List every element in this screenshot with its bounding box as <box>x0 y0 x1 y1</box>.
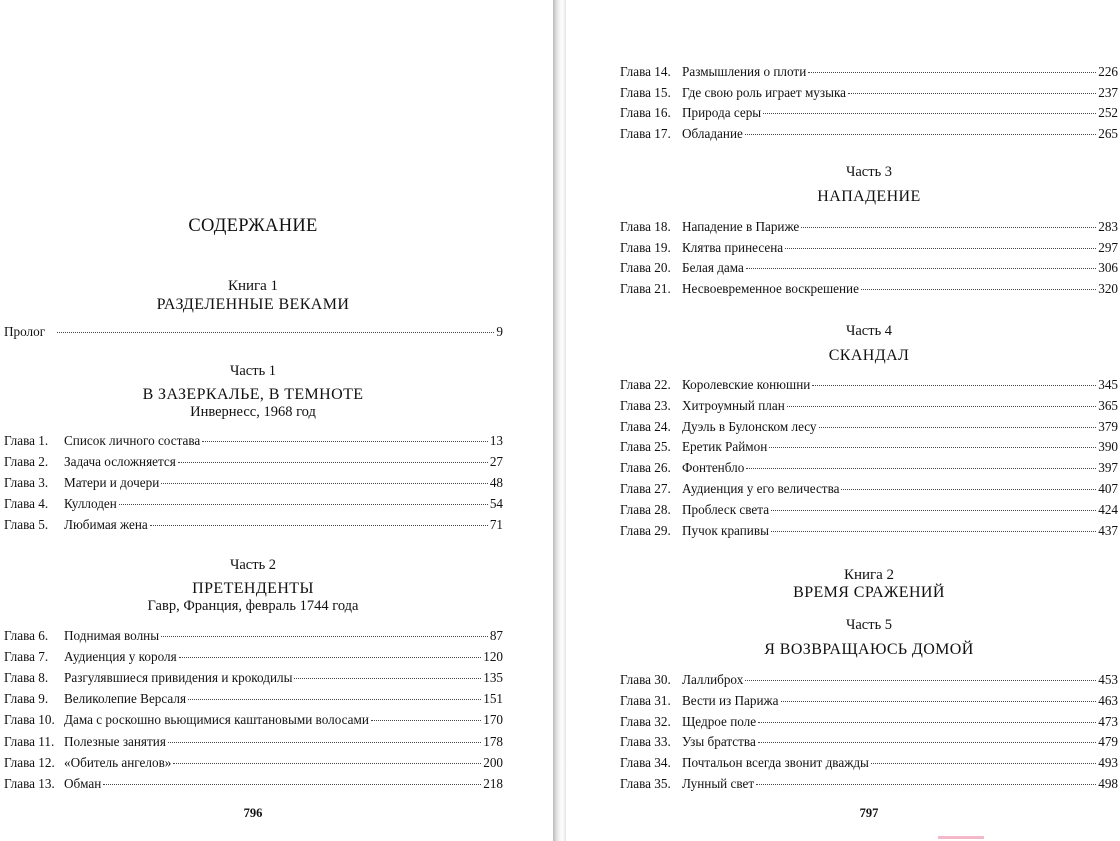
chapter-page: 493 <box>1098 755 1118 771</box>
part2-subtitle: Гавр, Франция, февраль 1744 года <box>147 598 359 614</box>
chapter-page: 265 <box>1098 126 1118 142</box>
chapter-title: Еретик Раймон <box>682 439 768 455</box>
chapter-title: Проблеск света <box>682 501 770 517</box>
chapter-page: 283 <box>1098 219 1118 234</box>
dot-leader <box>294 678 481 679</box>
chapter-number: Глава 24. <box>620 418 671 434</box>
chapter-number: Глава 6. <box>4 628 49 643</box>
chapter-page: 226 <box>1098 64 1118 79</box>
book2-title: ВРЕМЯ СРАЖЕНИЙ <box>793 584 945 601</box>
chapter-page: 27 <box>489 454 503 470</box>
dot-leader <box>150 525 488 526</box>
chapter-title: Вести из Парижа <box>682 692 779 708</box>
chapter-title: Любимая жена <box>64 517 148 533</box>
chapter-page: 390 <box>1098 439 1118 455</box>
chapter-number: Глава 17. <box>620 126 671 142</box>
chapter-title: Фонтенбло <box>682 460 745 476</box>
toc-entry[interactable] <box>4 669 503 687</box>
toc-entry[interactable] <box>620 459 1118 477</box>
chapter-title: Великолепие Версаля <box>64 691 187 707</box>
chapter-page: 120 <box>483 649 503 665</box>
chapter-number: Глава 33. <box>620 734 671 750</box>
toc-entry[interactable] <box>620 259 1118 277</box>
chapter-page: 218 <box>483 775 503 791</box>
toc-entry[interactable] <box>4 775 503 793</box>
chapter-title: Размышления о плоти <box>682 64 807 79</box>
chapter-title: Аудиенция у его величества <box>682 481 840 496</box>
chapter-number: Глава 26. <box>620 460 671 476</box>
chapter-title: Матери и дочери <box>64 475 160 491</box>
dot-leader <box>161 636 488 637</box>
chapter-title: Поднимая волны <box>64 628 160 643</box>
dot-leader <box>168 742 481 743</box>
dot-leader <box>771 531 1096 532</box>
chapter-page: 345 <box>1098 377 1118 392</box>
book1-title: РАЗДЕЛЕННЫЕ ВЕКАМИ <box>156 296 350 313</box>
toc-entry[interactable] <box>4 754 503 772</box>
dot-leader <box>119 504 488 505</box>
dot-leader <box>758 722 1096 723</box>
dot-leader <box>769 447 1096 448</box>
toc-entry[interactable] <box>4 516 503 534</box>
dot-leader <box>801 227 1096 228</box>
toc-entry[interactable] <box>620 218 1118 236</box>
chapter-title: Королевские конюшни <box>682 377 811 392</box>
chapter-page: 463 <box>1098 692 1118 708</box>
toc-entry[interactable] <box>620 125 1118 143</box>
dot-leader <box>161 483 488 484</box>
toc-entry[interactable] <box>620 671 1118 689</box>
chapter-page: 479 <box>1098 734 1118 750</box>
toc-entry[interactable] <box>620 754 1118 772</box>
dot-leader <box>745 680 1096 681</box>
chapter-number: Глава 28. <box>620 501 671 517</box>
chapter-number: Глава 32. <box>620 713 671 729</box>
chapter-title: Хитроумный план <box>682 397 785 413</box>
chapter-page: 437 <box>1098 522 1118 538</box>
chapter-title: Нападение в Париже <box>682 219 800 234</box>
chapter-title: Обман <box>64 775 102 791</box>
chapter-number: Глава 3. <box>4 475 49 491</box>
chapter-title: Лунный свет <box>682 776 755 791</box>
toc-entry[interactable] <box>620 84 1118 102</box>
chapter-title: Куллоден <box>64 496 117 512</box>
chapter-number: Глава 8. <box>4 670 49 686</box>
part1-label: Часть 1 <box>229 363 277 379</box>
chapter-page: 306 <box>1098 260 1118 276</box>
dot-leader <box>812 385 1096 386</box>
chapter-page: 178 <box>483 733 503 749</box>
chapter-number: Глава 27. <box>620 481 671 496</box>
toc-entry[interactable] <box>4 648 503 666</box>
chapter-number: Глава 23. <box>620 397 671 413</box>
chapter-title: Задача осложняется <box>64 454 176 470</box>
part4-title: СКАНДАЛ <box>828 347 910 364</box>
chapter-number: Глава 22. <box>620 377 671 392</box>
chapter-page: 297 <box>1098 239 1118 255</box>
dot-leader <box>787 406 1096 407</box>
dot-leader <box>819 427 1097 428</box>
dot-leader <box>57 332 494 333</box>
chapter-page: 365 <box>1098 397 1118 413</box>
chapter-title: Дама с роскошно вьющимися каштановыми волосами <box>64 712 369 728</box>
chapter-page: 453 <box>1098 672 1118 687</box>
scroll-position-marker <box>938 836 984 839</box>
chapter-title: Клятва принесена <box>682 239 784 255</box>
chapter-title: Почтальон всегда звонит дважды <box>682 755 869 771</box>
chapter-title: Дуэль в Булонском лесу <box>682 418 817 434</box>
part3-label: Часть 3 <box>845 164 893 180</box>
chapter-number: Глава 11. <box>4 733 55 749</box>
chapter-number: Глава 5. <box>4 517 49 533</box>
dot-leader <box>202 441 488 442</box>
chapter-page: 320 <box>1098 281 1118 297</box>
chapter-page: 237 <box>1098 84 1118 100</box>
toc-entry[interactable] <box>4 711 503 729</box>
chapter-number: Глава 29. <box>620 522 671 538</box>
toc-entry[interactable] <box>620 501 1118 519</box>
chapter-page: 498 <box>1098 776 1118 791</box>
dot-leader <box>763 113 1096 114</box>
toc-entry[interactable] <box>620 418 1118 436</box>
toc-entry[interactable] <box>4 733 503 751</box>
chapter-number: Глава 20. <box>620 260 671 276</box>
chapter-page: 151 <box>483 691 503 707</box>
part5-label: Часть 5 <box>845 617 893 633</box>
chapter-title: Обладание <box>682 126 743 142</box>
dot-leader <box>771 510 1096 511</box>
chapter-page: 424 <box>1098 501 1118 517</box>
toc-entry[interactable] <box>620 280 1118 298</box>
chapter-number: Глава 12. <box>4 754 55 770</box>
chapter-page: 379 <box>1098 418 1118 434</box>
toc-entry[interactable] <box>4 453 503 471</box>
toc-entry[interactable] <box>4 690 503 708</box>
chapter-page: 397 <box>1098 460 1118 476</box>
dot-leader <box>103 784 481 785</box>
part2-label: Часть 2 <box>229 557 277 573</box>
dot-leader <box>758 742 1096 743</box>
part1-subtitle: Инвернесс, 1968 год <box>190 404 316 420</box>
chapter-number: Глава 35. <box>620 776 671 791</box>
dot-leader <box>173 763 481 764</box>
chapter-page: 54 <box>489 496 503 512</box>
chapter-page: 252 <box>1098 105 1118 121</box>
entry-page: 9 <box>496 324 503 339</box>
chapter-title: Лаллиброх <box>682 672 744 687</box>
left-page <box>0 0 553 841</box>
chapter-page: 407 <box>1098 481 1118 496</box>
chapter-number: Глава 21. <box>620 281 671 297</box>
toc-entry[interactable] <box>4 495 503 513</box>
chapter-title: Где свою роль играет музыка <box>682 84 847 100</box>
toc-entry[interactable] <box>620 239 1118 257</box>
toc-entry[interactable] <box>620 692 1118 710</box>
chapter-number: Глава 13. <box>4 775 55 791</box>
chapter-number: Глава 9. <box>4 691 49 707</box>
chapter-title: Аудиенция у короля <box>64 649 177 665</box>
chapter-title: Полезные занятия <box>64 733 166 749</box>
part3-title: НАПАДЕНИЕ <box>817 188 921 205</box>
toc-entry[interactable] <box>620 480 1118 498</box>
chapter-page: 13 <box>489 433 503 448</box>
toc-entry[interactable] <box>620 397 1118 415</box>
chapter-number: Глава 34. <box>620 755 671 771</box>
chapter-number: Глава 14. <box>620 64 671 79</box>
chapter-title: Несвоевременное воскрешение <box>682 281 859 297</box>
toc-entry[interactable] <box>620 104 1118 122</box>
toc-entry[interactable] <box>620 438 1118 456</box>
chapter-title: Пучок крапивы <box>682 522 769 538</box>
dot-leader <box>841 489 1096 490</box>
dot-leader <box>746 268 1096 269</box>
chapter-title: Белая дама <box>682 260 744 276</box>
chapter-title: Щедрое поле <box>682 713 757 729</box>
chapter-number: Глава 15. <box>620 84 671 100</box>
chapter-number: Глава 25. <box>620 439 671 455</box>
chapter-number: Глава 18. <box>620 219 671 234</box>
chapter-title: Узы братства <box>682 734 756 750</box>
toc-entry[interactable] <box>4 432 503 450</box>
toc-entry[interactable] <box>620 733 1118 751</box>
chapter-number: Глава 10. <box>4 712 55 728</box>
book2-label: Книга 2 <box>843 567 895 583</box>
toc-title: СОДЕРЖАНИЕ <box>188 216 318 236</box>
toc-entry[interactable] <box>620 775 1118 793</box>
chapter-number: Глава 16. <box>620 105 671 121</box>
part5-title: Я ВОЗВРАЩАЮСЬ ДОМОЙ <box>764 641 974 658</box>
chapter-page: 71 <box>489 517 503 533</box>
chapter-number: Глава 19. <box>620 239 671 255</box>
dot-leader <box>371 720 481 721</box>
dot-leader <box>178 462 488 463</box>
toc-entry[interactable] <box>4 627 503 645</box>
chapter-page: 48 <box>489 475 503 491</box>
dot-leader <box>848 93 1096 94</box>
dot-leader <box>861 289 1096 290</box>
part4-label: Часть 4 <box>845 323 893 339</box>
entry-label: Пролог <box>4 324 46 339</box>
toc-entry[interactable] <box>620 63 1118 81</box>
chapter-number: Глава 1. <box>4 433 49 448</box>
chapter-page: 200 <box>483 754 503 770</box>
chapter-number: Глава 7. <box>4 649 49 665</box>
chapter-title: «Обитель ангелов» <box>64 754 172 770</box>
chapter-number: Глава 31. <box>620 692 671 708</box>
book-gutter <box>553 0 566 841</box>
dot-leader <box>745 134 1096 135</box>
chapter-page: 87 <box>489 628 503 643</box>
chapter-title: Разгулявшиеся привидения и крокодилы <box>64 670 293 686</box>
dot-leader <box>781 701 1097 702</box>
chapter-number: Глава 30. <box>620 672 671 687</box>
chapter-page: 473 <box>1098 713 1118 729</box>
dot-leader <box>871 763 1096 764</box>
right-page <box>566 0 1120 841</box>
part2-title: ПРЕТЕНДЕНТЫ <box>192 580 314 597</box>
dot-leader <box>808 72 1096 73</box>
toc-entry[interactable] <box>620 522 1118 540</box>
dot-leader <box>188 699 481 700</box>
part1-title: В ЗАЗЕРКАЛЬЕ, В ТЕМНОТЕ <box>142 386 364 403</box>
chapter-title: Природа серы <box>682 105 762 121</box>
page-number: 797 <box>859 806 879 820</box>
chapter-number: Глава 4. <box>4 496 49 512</box>
toc-entry[interactable] <box>4 474 503 492</box>
chapter-number: Глава 2. <box>4 454 49 470</box>
chapter-page: 135 <box>483 670 503 686</box>
dot-leader <box>785 248 1096 249</box>
toc-entry[interactable] <box>620 376 1118 394</box>
chapter-title: Список личного состава <box>64 433 201 448</box>
dot-leader <box>746 468 1096 469</box>
book1-label: Книга 1 <box>227 278 279 294</box>
dot-leader <box>756 784 1096 785</box>
dot-leader <box>179 657 482 658</box>
toc-entry[interactable] <box>620 713 1118 731</box>
chapter-page: 170 <box>483 712 503 728</box>
toc-entry-prologue[interactable] <box>4 323 503 341</box>
page-number: 796 <box>243 806 263 820</box>
